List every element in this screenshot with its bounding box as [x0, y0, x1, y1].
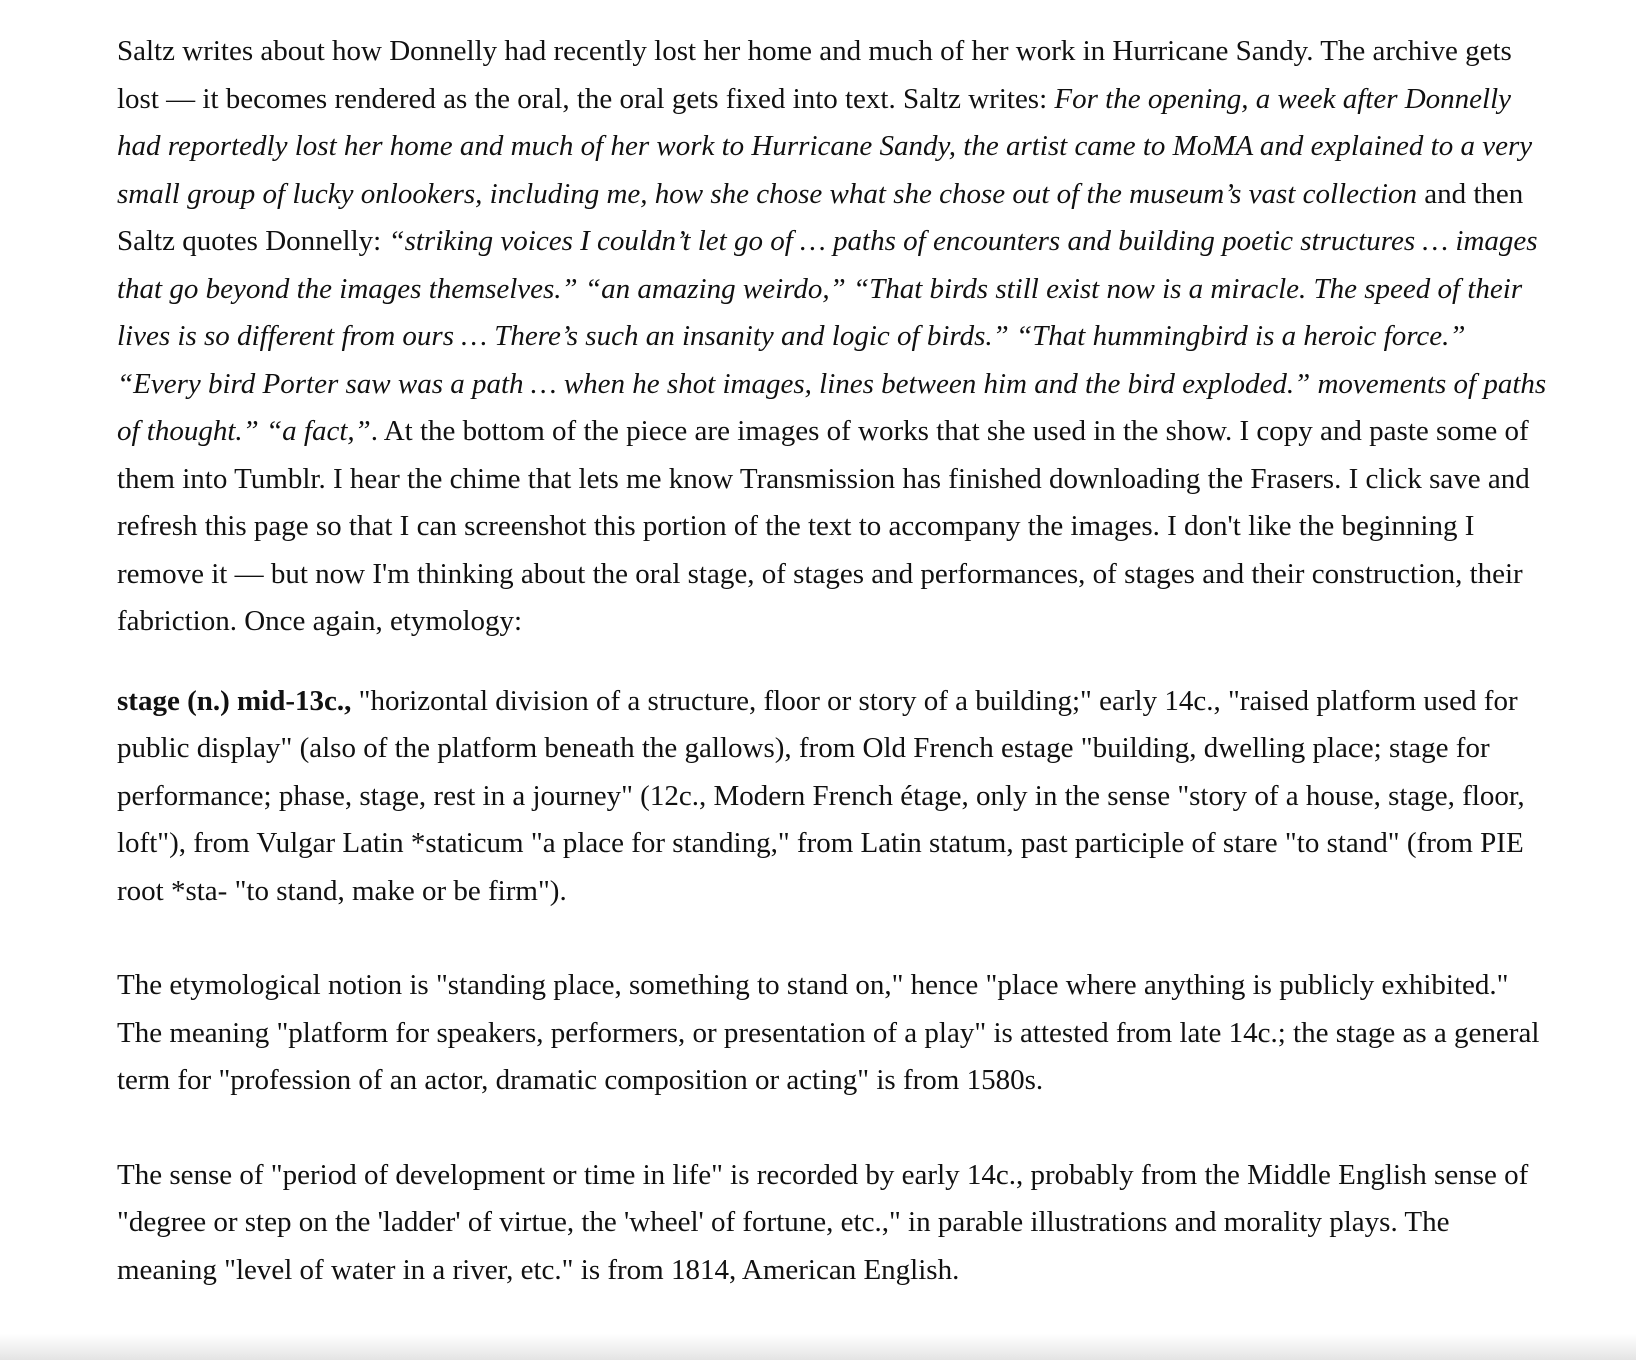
article-body [117, 28, 1547, 1294]
saltz-quote-italic: For the opening, a week after Donnelly had reportedly lost her home and much of her work to Hurricane Sandy, the artist came to MoMA and explained to a very small group of lucky onlookers, including me, how she chose what she chose out of the museum’s vast collection [117, 82, 1533, 210]
donnelly-quote-italic: “striking voices I couldn’t let go of … paths of encounters and building poetic structures … images that go beyond the images themselves.” “an amazing weirdo,” “That birds still exist now is a miracle. The speed of their lives is so different from ours … There’s such an insanity and logic of birds.” “That hummingbird is a heroic force.” “Every bird Porter saw was a path … when he shot images, lines between him and the bird exploded.” movements of paths of thought.” “a fact,” [117, 225, 1547, 447]
bottom-fade [0, 1334, 1636, 1360]
paragraph-text: . At the bottom of the piece are images of works that she used in the show. I copy and paste some of them into Tumblr. I hear the chime that lets me know Transmission has finished downloading the Frasers. I click save and refresh this page so that I can screenshot this portion of the text to accompany the images. I don't like the beginning I remove it — but now I'm thinking about the oral stage, of stages and performances, of stages and their construction, their fabriction. Once again, etymology: [117, 415, 1530, 637]
paragraph-etymological-notion: The etymological notion is "standing place, something to stand on," hence "place where anything is publicly exhibited." The meaning "platform for speakers, performers, or presentation of a play" is attested from late 14c.; the stage as a general term for "profession of an actor, dramatic composition or acting" is from 1580s. [117, 969, 1540, 1096]
paragraph-text: and then Saltz quotes Donnelly: [117, 177, 1524, 257]
paragraph-etymology-definition [117, 678, 1547, 916]
paragraph-text: Saltz writes about how Donnelly had recently lost her home and much of her work in Hurricane Sandy. The archive gets lost — it becomes rendered as the oral, the oral gets fixed into text. Saltz writes: [117, 35, 1512, 115]
definition-term: stage (n.) mid-13c., [117, 684, 352, 717]
definition-text: "horizontal division of a structure, floor or story of a building;" early 14c., "raised platform used for public display" (also of the platform beneath the gallows), from Old French estage "building, dwelling place; stage for performance; phase, stage, rest in a journey" (12c., Modern French étage, only in the sense "story of a house, stage, floor, loft"), from Vulgar Latin *staticum "a place for standing," from Latin statum, past participle of stare "to stand" (from PIE root *sta- "to stand, make or be firm"). [117, 684, 1525, 907]
paragraph-saltz-quote [117, 28, 1547, 646]
paragraph-sense-development: The sense of "period of development or time in life" is recorded by early 14c., probably from the Middle English sense of "degree or step on the 'ladder' of virtue, the 'wheel' of fortune, etc.," in parable illustrations and morality plays. The meaning "level of water in a river, etc." is from 1814, American English. [117, 1158, 1529, 1286]
